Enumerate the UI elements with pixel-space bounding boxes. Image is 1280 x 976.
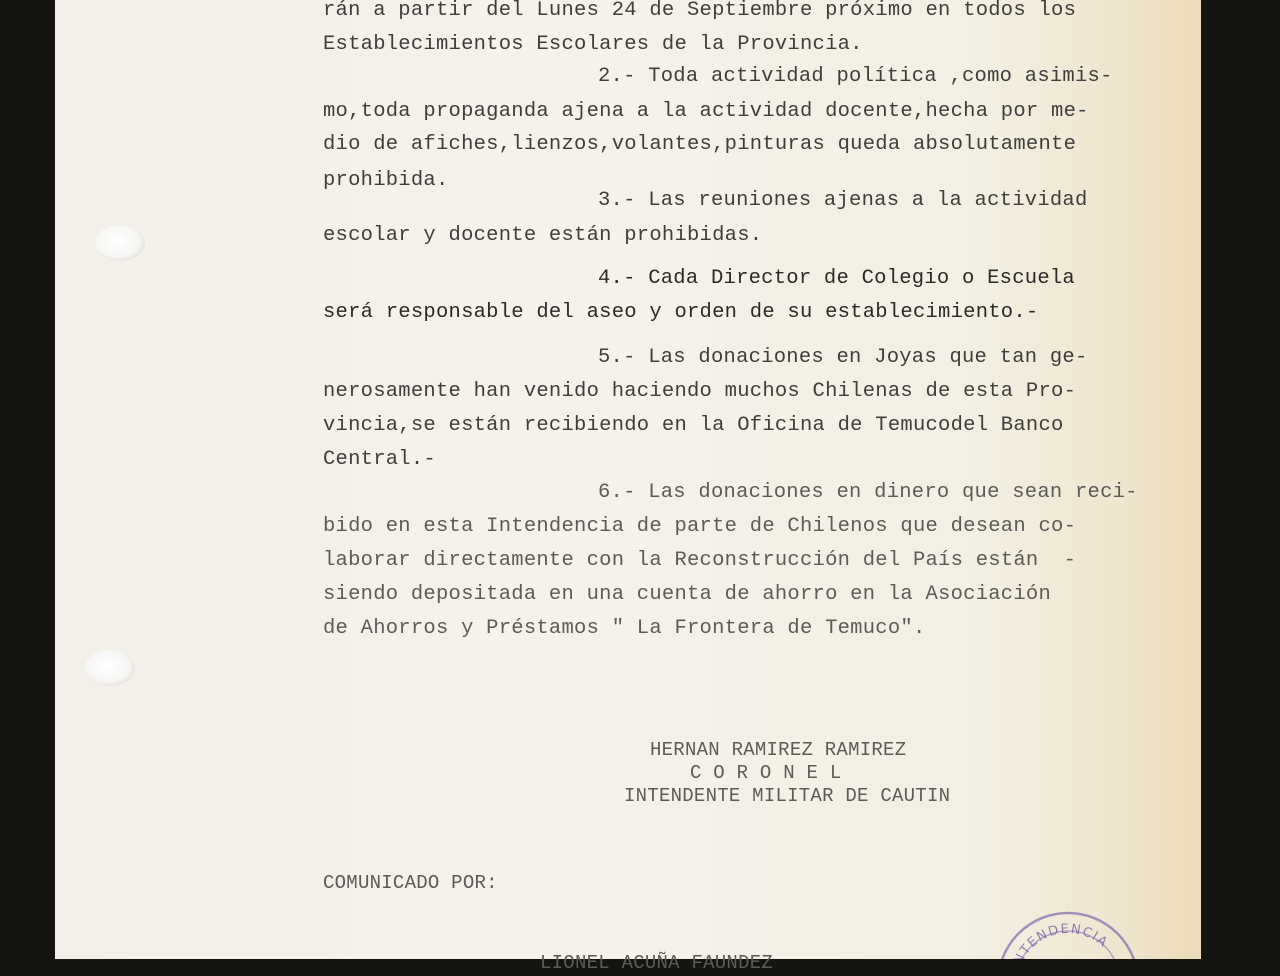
text-line: prohibida. xyxy=(323,169,449,192)
text-line: será responsable del aseo y orden de su establecimiento.- xyxy=(323,301,1039,324)
text-line: nerosamente han venido haciendo muchos Chilenas de esta Pro- xyxy=(323,380,1077,403)
punch-hole xyxy=(95,225,145,261)
signatory-rank: C O R O N E L xyxy=(690,762,842,784)
text-line: siendo depositada en una cuenta de ahorro en la Asociación xyxy=(323,583,1052,606)
text-line: vincia,se están recibiendo en la Oficina de Temucodel Banco xyxy=(323,414,1064,437)
communicated-by-label: COMUNICADO POR: xyxy=(323,872,498,894)
next-signatory-name: LIONEL ACUÑA FAUNDEZ xyxy=(540,952,774,974)
signatory-name: HERNAN RAMIREZ RAMIREZ xyxy=(650,739,907,761)
text-line: mo,toda propaganda ajena a la actividad docente,hecha por me- xyxy=(323,100,1089,123)
text-line: laborar directamente con la Reconstrucción del País están - xyxy=(323,549,1077,572)
text-line: rán a partir del Lunes 24 de Septiembre próximo en todos los xyxy=(323,0,1077,22)
intendencia-stamp xyxy=(993,908,1143,972)
text-line: de Ahorros y Préstamos " La Frontera de Temuco". xyxy=(323,617,926,640)
text-line: escolar y docente están prohibidas. xyxy=(323,224,763,247)
text-line: bido en esta Intendencia de parte de Chilenos que desean co- xyxy=(323,515,1077,538)
text-line: dio de afiches,lienzos,volantes,pinturas queda absolutamente xyxy=(323,133,1077,156)
text-line: 4.- Cada Director de Colegio o Escuela xyxy=(598,267,1075,290)
text-line: 5.- Las donaciones en Joyas que tan ge- xyxy=(598,346,1088,369)
signatory-title: INTENDENTE MILITAR DE CAUTIN xyxy=(624,785,951,807)
svg-text:INTENDENCIA: INTENDENCIA xyxy=(1008,921,1112,972)
text-line: Establecimientos Escolares de la Provincia. xyxy=(323,33,863,56)
punch-hole xyxy=(85,650,135,686)
text-line: Central.- xyxy=(323,448,436,471)
text-line: 3.- Las reuniones ajenas a la actividad xyxy=(598,189,1088,212)
text-line: 2.- Toda actividad política ,como asimis- xyxy=(598,65,1113,88)
text-line: 6.- Las donaciones en dinero que sean reci- xyxy=(598,481,1138,504)
